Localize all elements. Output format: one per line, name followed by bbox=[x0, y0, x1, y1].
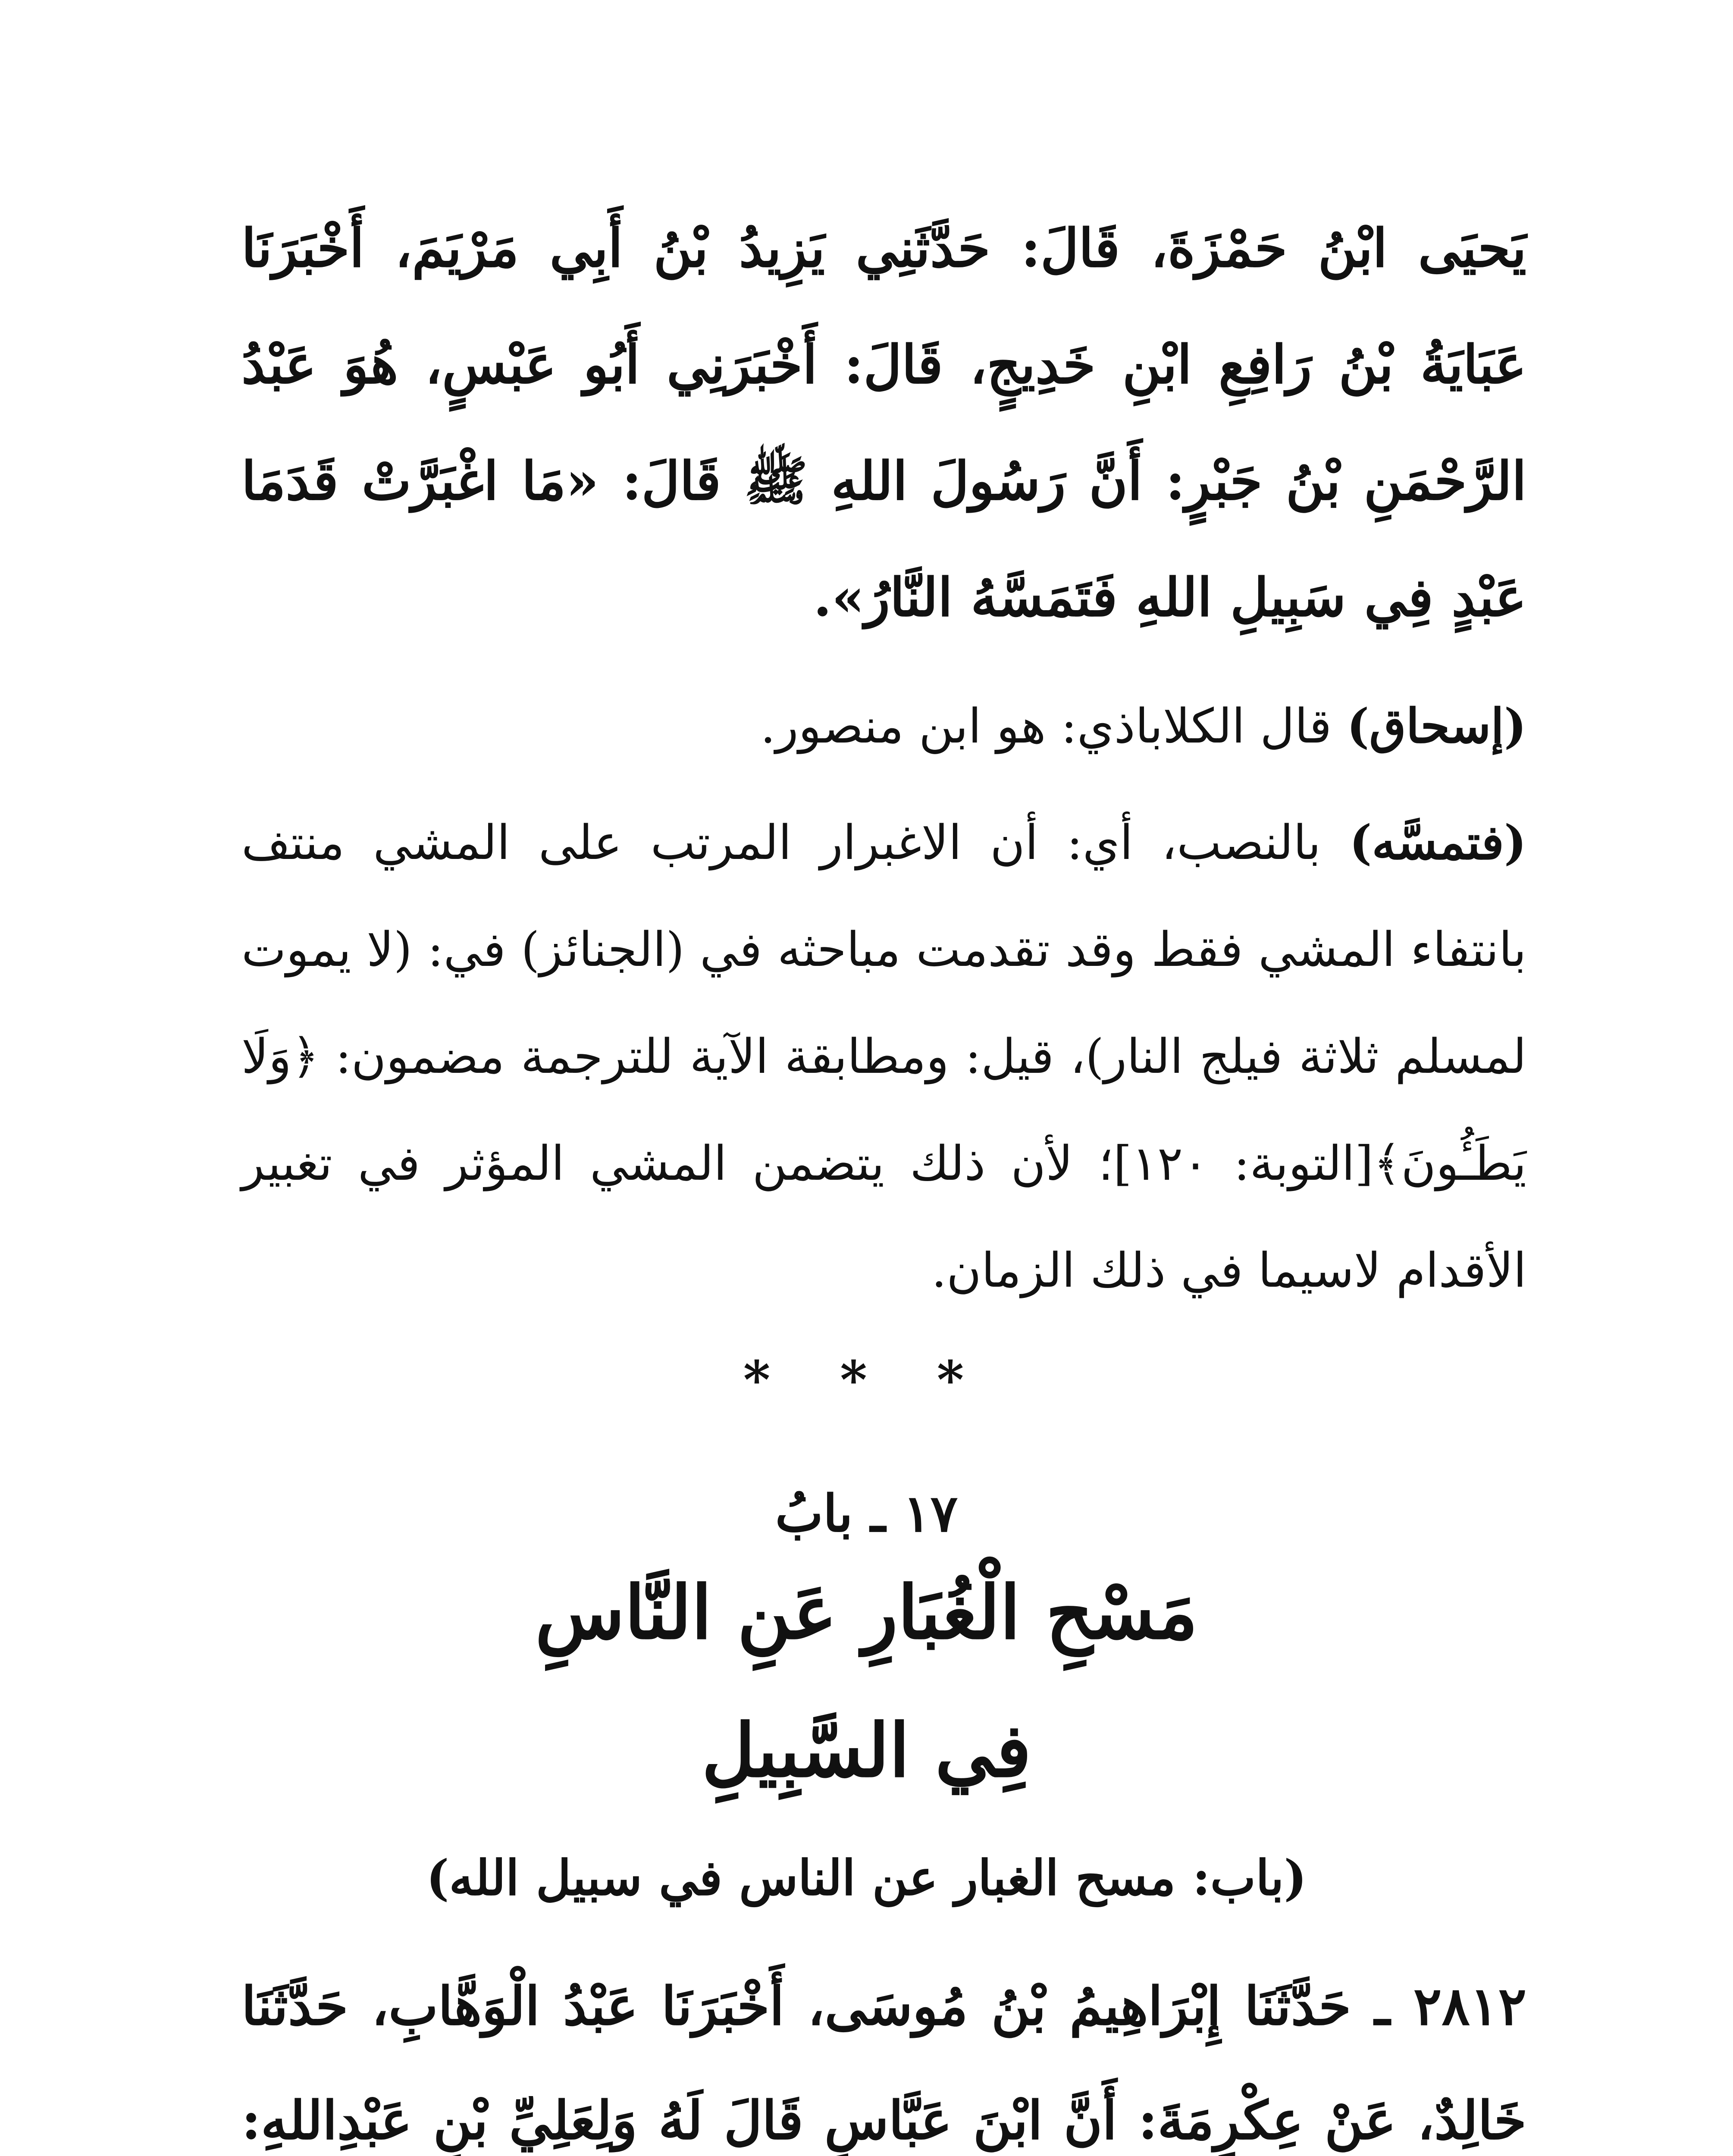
commentary-paragraph-ishaq bbox=[241, 673, 1526, 780]
chapter-title-line-1: مَسْحِ الْغُبَارِ عَنِ النَّاسِ bbox=[535, 1570, 1198, 1656]
hadith-text-top: يَحيَى ابْنُ حَمْزَةَ، قَالَ: حَدَّثَنِي يَزِيدُ بْنُ أَبِي مَرْيَمَ، أَخْبَرَنَا عَبَايَةُ بْنُ رَافِعِ ابْنِ خَدِيجٍ، قَالَ: أَخْبَرَنِي أَبُو عَبْسٍ، هُوَ عَبْدُ الرَّحْمَنِ بْنُ جَبْرٍ: أَنَّ رَسُولَ اللهِ ﷺ قَالَ: «مَا اغْبَرَّتْ قَدَمَا عَبْدٍ فِي سَبِيلِ اللهِ فَتَمَسَّهُ النَّارُ». bbox=[241, 217, 1526, 628]
commentary-term-ishaq: (إسحاق) bbox=[1347, 698, 1526, 754]
commentary-paragraph-fatamassahu bbox=[241, 789, 1526, 1324]
commentary-text-fatamassahu: بالنصب، أي: أن الاغبرار المرتب على المشي منتف بانتفاء المشي فقط وقد تقدمت مباحثه في (الجنائز) في: (لا يموت لمسلم ثلاثة فيلج النار)، قيل: ومطابقة الآية للترجمة مضمون: ﴿وَلَا يَطَـُٔونَ﴾[التوبة: ١٢٠]؛ لأن ذلك يتضمن المشي المؤثر في تغبير الأقدام لاسيما في ذلك الزمان. bbox=[241, 815, 1527, 1298]
chapter-bab-heading: (باب: مسح الغبار عن الناس في سبيل الله) bbox=[426, 1850, 1307, 1906]
chapter-title-line-2: فِي السَّبِيلِ bbox=[702, 1708, 1031, 1794]
hadith-text-bottom: ٢٨١٢ ـ حَدَّثَنَا إِبْرَاهِيمُ بْنُ مُوسَى، أَخْبَرَنَا عَبْدُ الْوَهَّابِ، حَدَّثَنَا خَالِدٌ، عَنْ عِكْرِمَةَ: أَنَّ ابْنَ عَبَّاسٍ قَالَ لَهُ وَلِعَلِيِّ بْنِ عَبْدِاللهِ: bbox=[241, 1975, 1526, 2151]
commentary-text-ishaq: قال الكلاباذي: هو ابن منصور. bbox=[760, 699, 1347, 754]
commentary-term-fatamassahu: (فتمسَّه) bbox=[1349, 815, 1526, 870]
chapter-number: ١٧ ـ بابُ bbox=[775, 1483, 958, 1543]
section-separator: * * * bbox=[743, 1350, 990, 1410]
